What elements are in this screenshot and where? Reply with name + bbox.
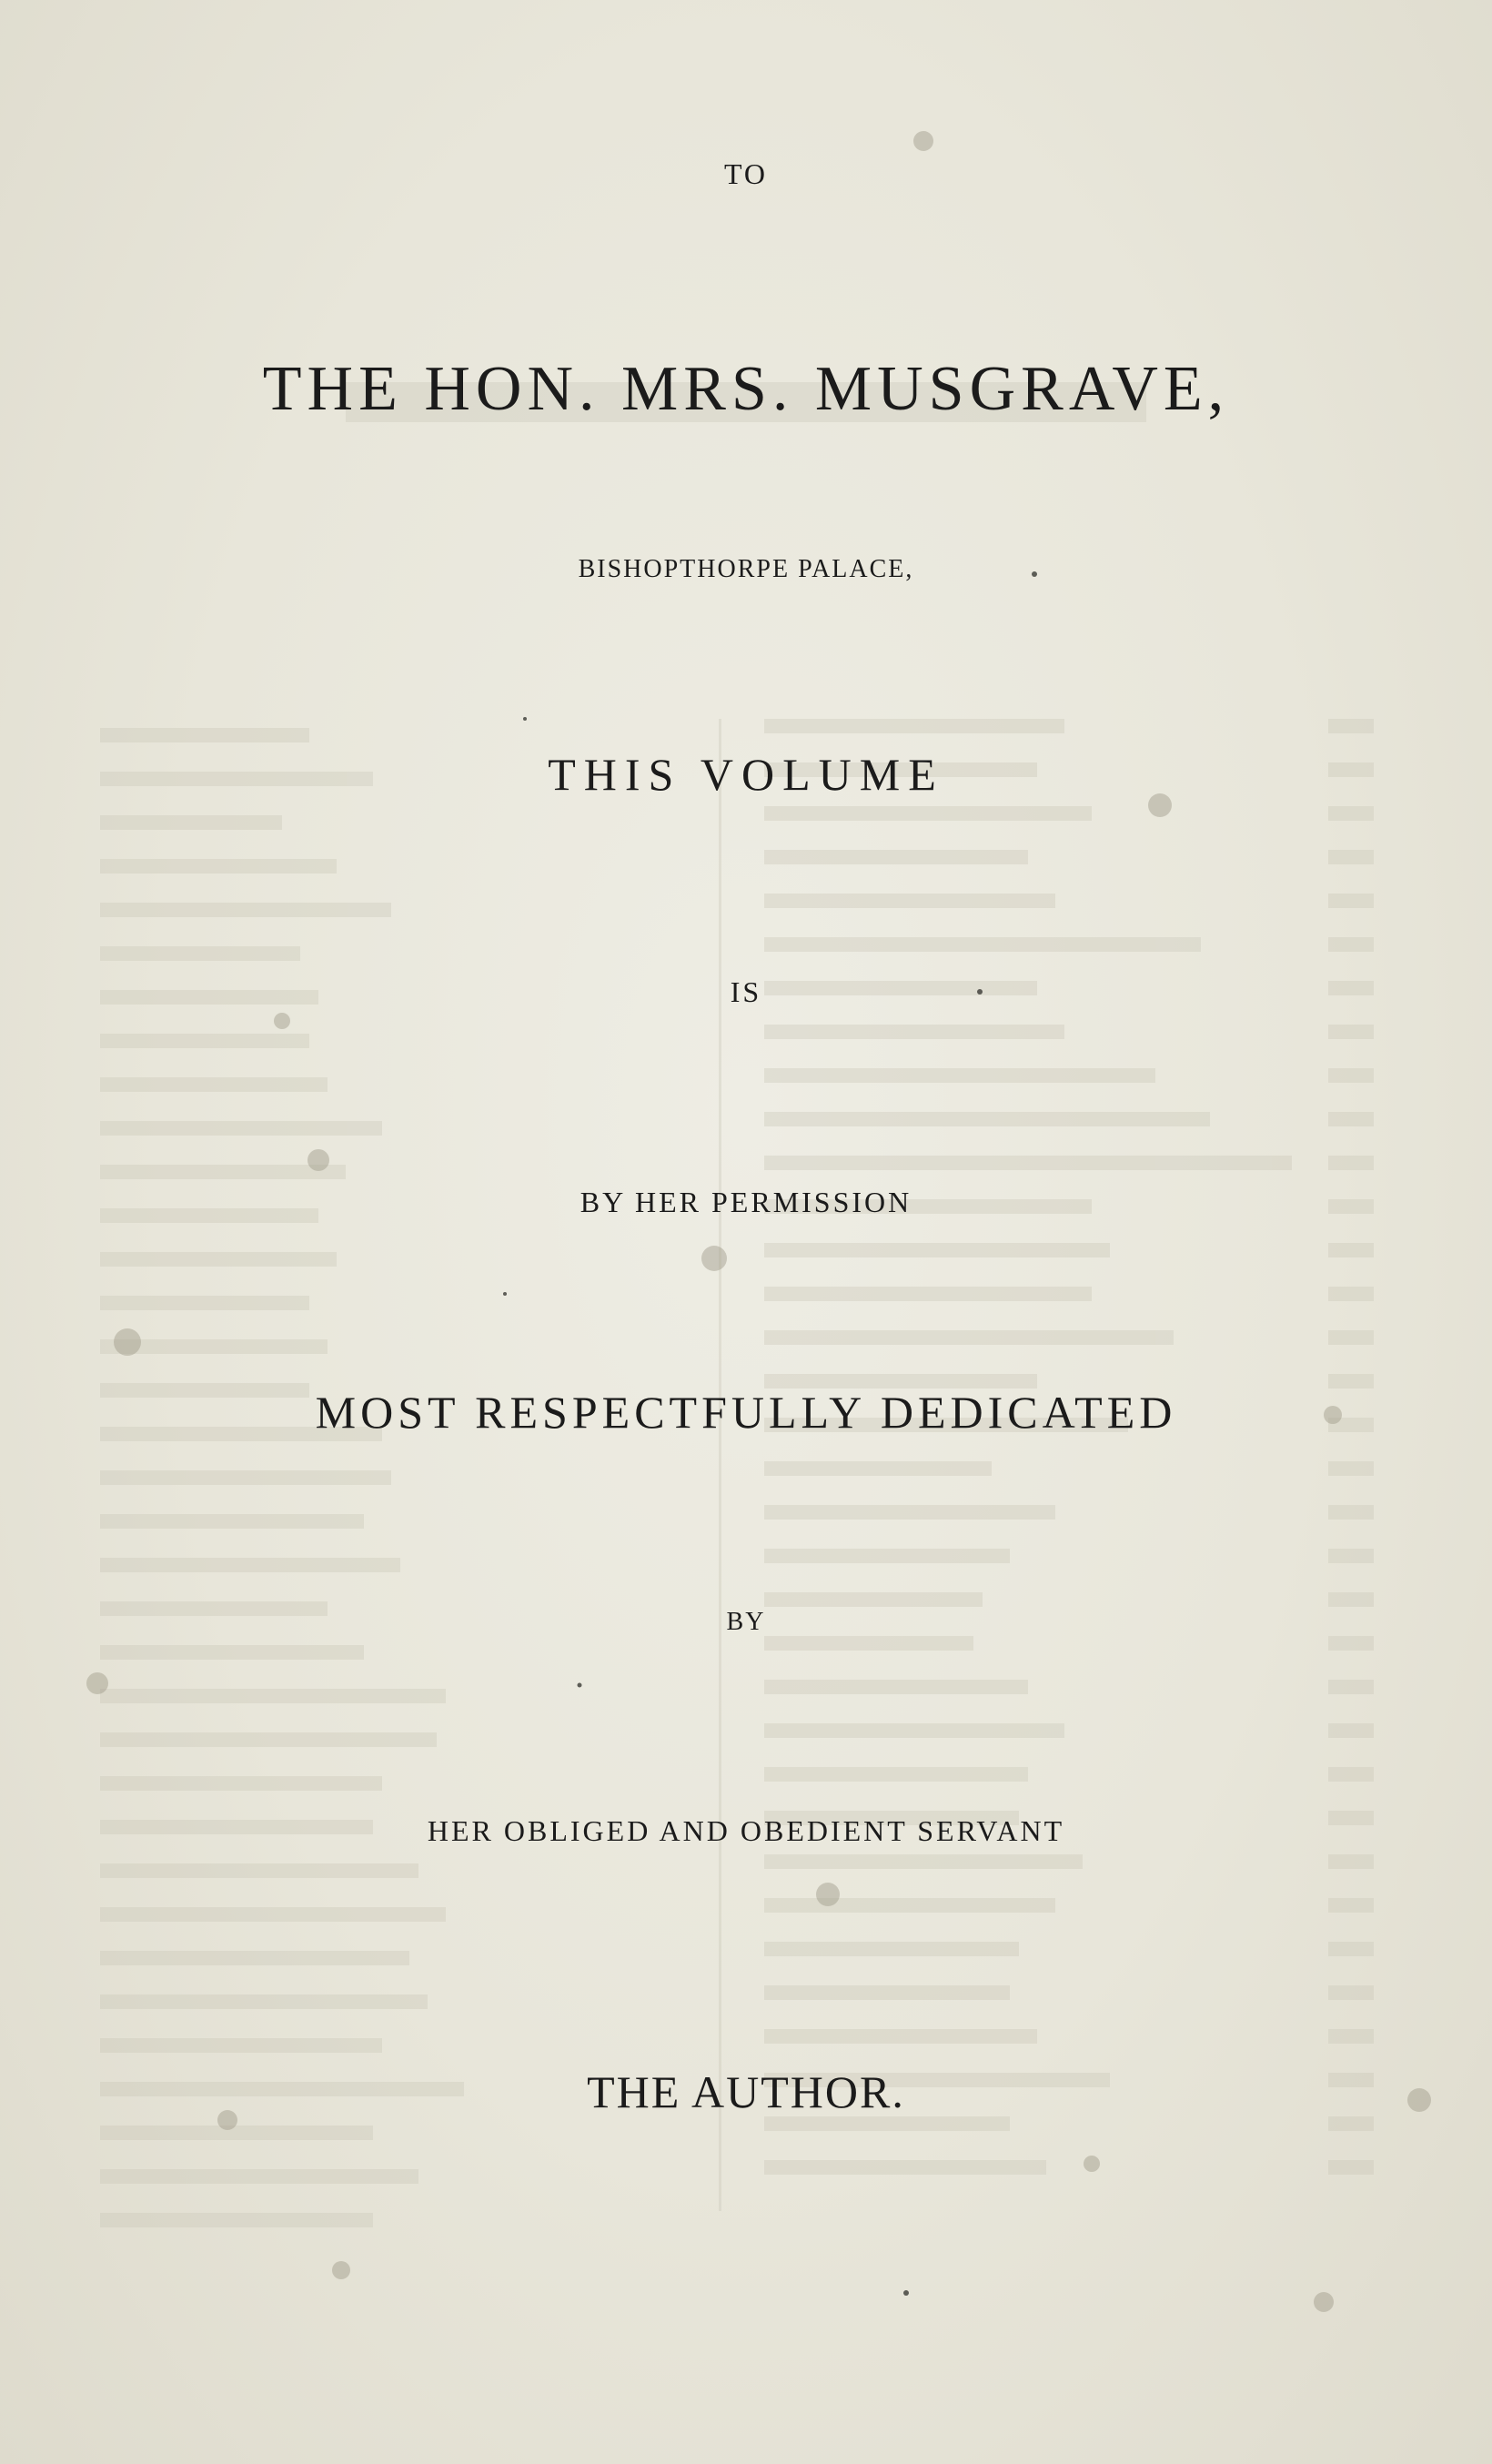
author-signature: THE AUTHOR. — [587, 2066, 905, 2117]
dedicated-text: MOST RESPECTFULLY DEDICATED — [315, 1387, 1177, 1438]
by-permission-text: BY HER PERMISSION — [580, 1186, 912, 1218]
dedicatee-name: THE HON. MRS. MUSGRAVE, — [262, 354, 1230, 424]
by-text: BY — [726, 1608, 766, 1636]
dedication-to: TO — [723, 157, 769, 190]
this-volume-text: THIS VOLUME — [548, 749, 944, 800]
servant-text: HER OBLIGED AND OBEDIENT SERVANT — [427, 1814, 1065, 1847]
dedicatee-residence: BISHOPTHORPE PALACE, — [578, 555, 914, 583]
is-text: IS — [730, 975, 762, 1008]
